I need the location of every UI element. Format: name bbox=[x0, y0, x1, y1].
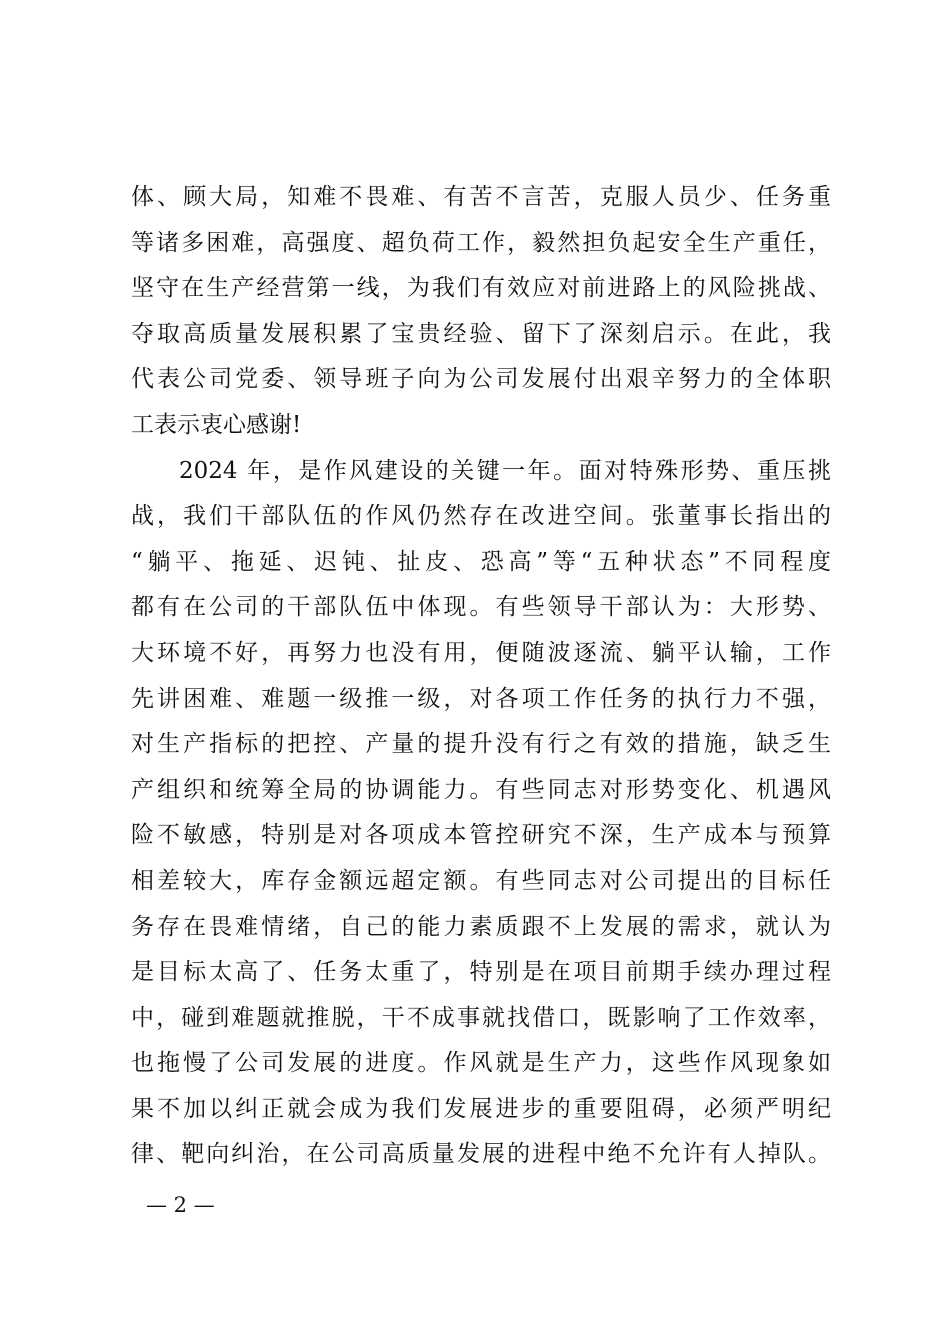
paragraph-first-line: 2024 年，是作风建设的关键一年。面对特殊形势、重压挑 bbox=[179, 457, 831, 484]
page-number: — 2 — bbox=[146, 1193, 215, 1217]
text-line: 相差较大，库存金额远超定额。有些同志对公司提出的目标任 bbox=[131, 867, 831, 894]
text-line: “躺平、拖延、迟钝、扯皮、恐高”等“五种状态”不同程度 bbox=[131, 548, 831, 575]
text-line: 工表示衷心感谢! bbox=[131, 411, 302, 438]
text-line: 体、顾大局，知难不畏难、有苦不言苦，克服人员少、任务重 bbox=[131, 184, 831, 210]
text-line: 务存在畏难情绪，自己的能力素质跟不上发展的需求，就认为 bbox=[131, 913, 831, 940]
text-line: 战，我们干部队伍的作风仍然存在改进空间。张董事长指出的 bbox=[131, 503, 831, 530]
text-line: 律、靶向纠治，在公司高质量发展的进程中绝不允许有人掉队。 bbox=[131, 1141, 831, 1168]
text-line: 等诸多困难，高强度、超负荷工作，毅然担负起安全生产重任， bbox=[131, 229, 831, 256]
text-line: 都有在公司的干部队伍中体现。有些领导干部认为：大形势、 bbox=[131, 594, 831, 621]
text-line: 险不敏感，特别是对各项成本管控研究不深，生产成本与预算 bbox=[131, 822, 831, 849]
body-text bbox=[131, 175, 831, 1178]
text-line: 夺取高质量发展积累了宝贵经验、留下了深刻启示。在此，我 bbox=[131, 320, 831, 347]
text-line: 也拖慢了公司发展的进度。作风就是生产力，这些作风现象如 bbox=[131, 1050, 831, 1077]
text-line: 先讲困难、难题一级推一级，对各项工作任务的执行力不强， bbox=[131, 685, 831, 712]
text-line: 对生产指标的把控、产量的提升没有行之有效的措施，缺乏生 bbox=[131, 731, 831, 758]
text-line: 产组织和统筹全局的协调能力。有些同志对形势变化、机遇风 bbox=[131, 776, 831, 803]
text-line: 是目标太高了、任务太重了，特别是在项目前期手续办理过程 bbox=[131, 959, 831, 986]
text-line: 坚守在生产经营第一线，为我们有效应对前进路上的风险挑战、 bbox=[131, 275, 831, 302]
text-line: 大环境不好，再努力也没有用，便随波逐流、躺平认输，工作 bbox=[131, 639, 831, 666]
text-line: 果不加以纠正就会成为我们发展进步的重要阻碍，必须严明纪 bbox=[131, 1095, 831, 1122]
text-line: 中，碰到难题就推脱，干不成事就找借口，既影响了工作效率， bbox=[131, 1004, 831, 1031]
text-line: 代表公司党委、领导班子向为公司发展付出艰辛努力的全体职 bbox=[131, 366, 831, 393]
